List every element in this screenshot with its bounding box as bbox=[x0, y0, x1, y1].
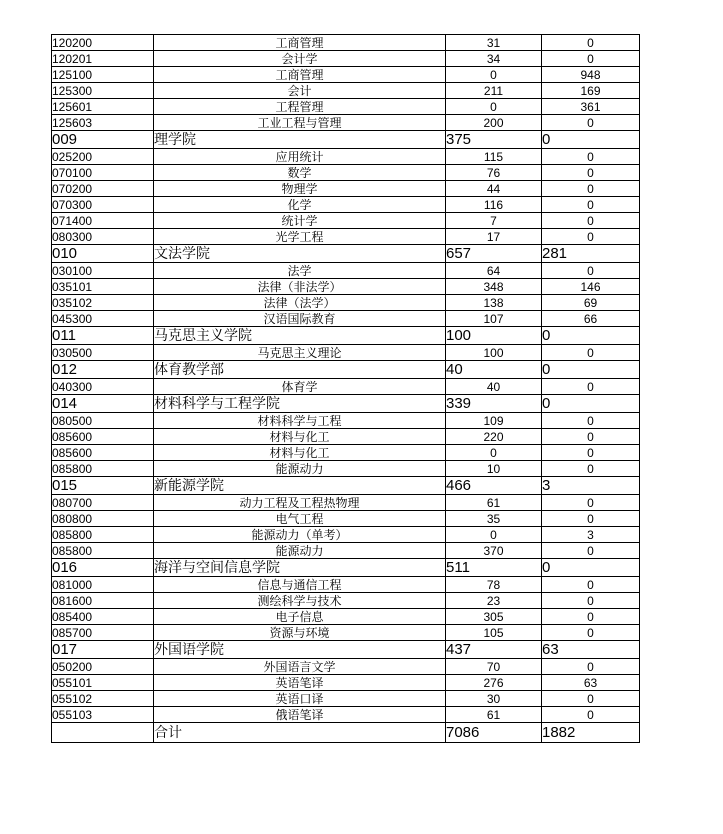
count-a: 375 bbox=[446, 131, 542, 149]
count-a: 35 bbox=[446, 511, 542, 527]
program-row bbox=[52, 83, 640, 99]
program-row bbox=[52, 577, 640, 593]
program-name: 法律（法学） bbox=[154, 295, 446, 311]
count-a: 339 bbox=[446, 395, 542, 413]
program-name: 工商管理 bbox=[154, 67, 446, 83]
total-row bbox=[52, 723, 640, 743]
count-b: 3 bbox=[542, 477, 640, 495]
program-row bbox=[52, 543, 640, 559]
count-a: 0 bbox=[446, 527, 542, 543]
count-b: 0 bbox=[542, 165, 640, 181]
program-row bbox=[52, 527, 640, 543]
count-a: 7 bbox=[446, 213, 542, 229]
program-name: 物理学 bbox=[154, 181, 446, 197]
program-row bbox=[52, 213, 640, 229]
count-b: 3 bbox=[542, 527, 640, 543]
program-row bbox=[52, 149, 640, 165]
count-b: 0 bbox=[542, 543, 640, 559]
program-code: 030500 bbox=[52, 345, 154, 361]
program-row bbox=[52, 67, 640, 83]
program-name: 材料与化工 bbox=[154, 429, 446, 445]
program-name: 能源动力（单考） bbox=[154, 527, 446, 543]
program-name: 英语笔译 bbox=[154, 675, 446, 691]
program-row bbox=[52, 429, 640, 445]
count-b: 948 bbox=[542, 67, 640, 83]
count-a: 78 bbox=[446, 577, 542, 593]
program-name: 应用统计 bbox=[154, 149, 446, 165]
count-b: 0 bbox=[542, 625, 640, 641]
count-a: 30 bbox=[446, 691, 542, 707]
count-b: 0 bbox=[542, 511, 640, 527]
program-code: 081000 bbox=[52, 577, 154, 593]
count-a: 0 bbox=[446, 67, 542, 83]
program-name: 动力工程及工程热物理 bbox=[154, 495, 446, 511]
department-name: 马克思主义学院 bbox=[154, 327, 446, 345]
program-code: 030100 bbox=[52, 263, 154, 279]
program-row bbox=[52, 609, 640, 625]
count-a: 348 bbox=[446, 279, 542, 295]
program-row bbox=[52, 461, 640, 477]
program-name: 材料与化工 bbox=[154, 445, 446, 461]
program-name: 统计学 bbox=[154, 213, 446, 229]
department-row bbox=[52, 131, 640, 149]
count-a: 116 bbox=[446, 197, 542, 213]
program-name: 工程管理 bbox=[154, 99, 446, 115]
program-name: 材料科学与工程 bbox=[154, 413, 446, 429]
count-b: 0 bbox=[542, 445, 640, 461]
program-code bbox=[52, 723, 154, 743]
count-b: 0 bbox=[542, 559, 640, 577]
count-b: 0 bbox=[542, 707, 640, 723]
program-row bbox=[52, 511, 640, 527]
count-a: 200 bbox=[446, 115, 542, 131]
program-row bbox=[52, 51, 640, 67]
program-code: 080800 bbox=[52, 511, 154, 527]
department-code: 010 bbox=[52, 245, 154, 263]
count-a: 370 bbox=[446, 543, 542, 559]
count-a: 100 bbox=[446, 327, 542, 345]
count-a: 105 bbox=[446, 625, 542, 641]
count-b: 69 bbox=[542, 295, 640, 311]
program-code: 085800 bbox=[52, 527, 154, 543]
program-name: 外国语言文学 bbox=[154, 659, 446, 675]
program-row bbox=[52, 165, 640, 181]
program-row bbox=[52, 707, 640, 723]
count-b: 0 bbox=[542, 495, 640, 511]
program-code: 040300 bbox=[52, 379, 154, 395]
program-name: 信息与通信工程 bbox=[154, 577, 446, 593]
program-code: 070200 bbox=[52, 181, 154, 197]
program-code: 080700 bbox=[52, 495, 154, 511]
program-row bbox=[52, 279, 640, 295]
program-code: 080300 bbox=[52, 229, 154, 245]
count-b: 0 bbox=[542, 229, 640, 245]
program-code: 120201 bbox=[52, 51, 154, 67]
count-a: 64 bbox=[446, 263, 542, 279]
department-code: 011 bbox=[52, 327, 154, 345]
count-b: 0 bbox=[542, 345, 640, 361]
count-b: 0 bbox=[542, 213, 640, 229]
count-b: 63 bbox=[542, 675, 640, 691]
program-row bbox=[52, 115, 640, 131]
count-b: 169 bbox=[542, 83, 640, 99]
program-name: 资源与环境 bbox=[154, 625, 446, 641]
count-a: 23 bbox=[446, 593, 542, 609]
count-a: 7086 bbox=[446, 723, 542, 743]
program-row bbox=[52, 659, 640, 675]
count-a: 0 bbox=[446, 445, 542, 461]
department-name: 文法学院 bbox=[154, 245, 446, 263]
department-row bbox=[52, 327, 640, 345]
program-row bbox=[52, 593, 640, 609]
program-code: 070100 bbox=[52, 165, 154, 181]
count-b: 66 bbox=[542, 311, 640, 327]
count-a: 40 bbox=[446, 379, 542, 395]
count-a: 70 bbox=[446, 659, 542, 675]
program-name: 马克思主义理论 bbox=[154, 345, 446, 361]
department-row bbox=[52, 477, 640, 495]
count-b: 0 bbox=[542, 197, 640, 213]
program-row bbox=[52, 229, 640, 245]
count-a: 107 bbox=[446, 311, 542, 327]
program-name: 体育学 bbox=[154, 379, 446, 395]
count-a: 466 bbox=[446, 477, 542, 495]
count-b: 0 bbox=[542, 691, 640, 707]
program-row bbox=[52, 691, 640, 707]
program-name: 会计 bbox=[154, 83, 446, 99]
program-name: 会计学 bbox=[154, 51, 446, 67]
count-a: 61 bbox=[446, 495, 542, 511]
program-code: 085800 bbox=[52, 543, 154, 559]
program-code: 085700 bbox=[52, 625, 154, 641]
count-a: 220 bbox=[446, 429, 542, 445]
program-row bbox=[52, 413, 640, 429]
count-b: 0 bbox=[542, 131, 640, 149]
program-name: 化学 bbox=[154, 197, 446, 213]
count-b: 0 bbox=[542, 659, 640, 675]
program-row bbox=[52, 295, 640, 311]
program-name: 工业工程与管理 bbox=[154, 115, 446, 131]
count-b: 0 bbox=[542, 51, 640, 67]
program-row bbox=[52, 99, 640, 115]
program-code: 085800 bbox=[52, 461, 154, 477]
program-code: 125603 bbox=[52, 115, 154, 131]
count-a: 40 bbox=[446, 361, 542, 379]
count-a: 305 bbox=[446, 609, 542, 625]
program-code: 055101 bbox=[52, 675, 154, 691]
program-code: 045300 bbox=[52, 311, 154, 327]
program-row bbox=[52, 345, 640, 361]
department-row bbox=[52, 559, 640, 577]
program-code: 035102 bbox=[52, 295, 154, 311]
program-name: 能源动力 bbox=[154, 543, 446, 559]
total-label: 合计 bbox=[154, 723, 446, 743]
program-code: 085600 bbox=[52, 429, 154, 445]
department-code: 009 bbox=[52, 131, 154, 149]
program-row bbox=[52, 311, 640, 327]
count-b: 1882 bbox=[542, 723, 640, 743]
program-code: 055102 bbox=[52, 691, 154, 707]
program-code: 085600 bbox=[52, 445, 154, 461]
count-a: 44 bbox=[446, 181, 542, 197]
count-b: 0 bbox=[542, 361, 640, 379]
count-b: 0 bbox=[542, 327, 640, 345]
count-a: 0 bbox=[446, 99, 542, 115]
count-b: 0 bbox=[542, 413, 640, 429]
count-b: 0 bbox=[542, 609, 640, 625]
department-name: 材料科学与工程学院 bbox=[154, 395, 446, 413]
program-row bbox=[52, 495, 640, 511]
program-name: 法学 bbox=[154, 263, 446, 279]
department-row bbox=[52, 361, 640, 379]
program-row bbox=[52, 445, 640, 461]
program-name: 法律（非法学） bbox=[154, 279, 446, 295]
program-name: 测绘科学与技术 bbox=[154, 593, 446, 609]
program-code: 080500 bbox=[52, 413, 154, 429]
program-code: 035101 bbox=[52, 279, 154, 295]
department-code: 015 bbox=[52, 477, 154, 495]
count-a: 17 bbox=[446, 229, 542, 245]
count-a: 34 bbox=[446, 51, 542, 67]
count-b: 281 bbox=[542, 245, 640, 263]
count-b: 361 bbox=[542, 99, 640, 115]
count-a: 100 bbox=[446, 345, 542, 361]
program-row bbox=[52, 625, 640, 641]
enrollment-table bbox=[51, 34, 640, 743]
count-b: 0 bbox=[542, 577, 640, 593]
count-b: 0 bbox=[542, 593, 640, 609]
program-code: 025200 bbox=[52, 149, 154, 165]
department-name: 外国语学院 bbox=[154, 641, 446, 659]
program-name: 光学工程 bbox=[154, 229, 446, 245]
count-b: 0 bbox=[542, 263, 640, 279]
program-name: 汉语国际教育 bbox=[154, 311, 446, 327]
program-code: 125100 bbox=[52, 67, 154, 83]
count-a: 138 bbox=[446, 295, 542, 311]
count-b: 63 bbox=[542, 641, 640, 659]
department-name: 海洋与空间信息学院 bbox=[154, 559, 446, 577]
count-b: 0 bbox=[542, 429, 640, 445]
count-b: 146 bbox=[542, 279, 640, 295]
enrollment-table-body bbox=[52, 35, 640, 743]
program-code: 081600 bbox=[52, 593, 154, 609]
program-code: 070300 bbox=[52, 197, 154, 213]
program-row bbox=[52, 35, 640, 51]
count-a: 511 bbox=[446, 559, 542, 577]
count-b: 0 bbox=[542, 461, 640, 477]
department-row bbox=[52, 245, 640, 263]
program-row bbox=[52, 181, 640, 197]
department-code: 012 bbox=[52, 361, 154, 379]
program-row bbox=[52, 197, 640, 213]
count-a: 76 bbox=[446, 165, 542, 181]
count-a: 31 bbox=[446, 35, 542, 51]
program-row bbox=[52, 379, 640, 395]
department-row bbox=[52, 641, 640, 659]
program-code: 125601 bbox=[52, 99, 154, 115]
program-row bbox=[52, 675, 640, 691]
program-name: 能源动力 bbox=[154, 461, 446, 477]
count-a: 211 bbox=[446, 83, 542, 99]
program-name: 俄语笔译 bbox=[154, 707, 446, 723]
department-code: 014 bbox=[52, 395, 154, 413]
program-name: 电子信息 bbox=[154, 609, 446, 625]
program-code: 055103 bbox=[52, 707, 154, 723]
count-a: 437 bbox=[446, 641, 542, 659]
count-b: 0 bbox=[542, 35, 640, 51]
count-b: 0 bbox=[542, 395, 640, 413]
program-name: 电气工程 bbox=[154, 511, 446, 527]
program-code: 120200 bbox=[52, 35, 154, 51]
count-b: 0 bbox=[542, 181, 640, 197]
program-name: 英语口译 bbox=[154, 691, 446, 707]
count-a: 276 bbox=[446, 675, 542, 691]
count-a: 115 bbox=[446, 149, 542, 165]
program-code: 050200 bbox=[52, 659, 154, 675]
program-name: 工商管理 bbox=[154, 35, 446, 51]
count-b: 0 bbox=[542, 379, 640, 395]
department-name: 理学院 bbox=[154, 131, 446, 149]
department-code: 016 bbox=[52, 559, 154, 577]
count-a: 10 bbox=[446, 461, 542, 477]
program-name: 数学 bbox=[154, 165, 446, 181]
count-a: 657 bbox=[446, 245, 542, 263]
department-name: 体育教学部 bbox=[154, 361, 446, 379]
program-row bbox=[52, 263, 640, 279]
program-code: 071400 bbox=[52, 213, 154, 229]
count-b: 0 bbox=[542, 149, 640, 165]
count-a: 109 bbox=[446, 413, 542, 429]
count-a: 61 bbox=[446, 707, 542, 723]
department-row bbox=[52, 395, 640, 413]
program-code: 085400 bbox=[52, 609, 154, 625]
department-name: 新能源学院 bbox=[154, 477, 446, 495]
department-code: 017 bbox=[52, 641, 154, 659]
count-b: 0 bbox=[542, 115, 640, 131]
program-code: 125300 bbox=[52, 83, 154, 99]
